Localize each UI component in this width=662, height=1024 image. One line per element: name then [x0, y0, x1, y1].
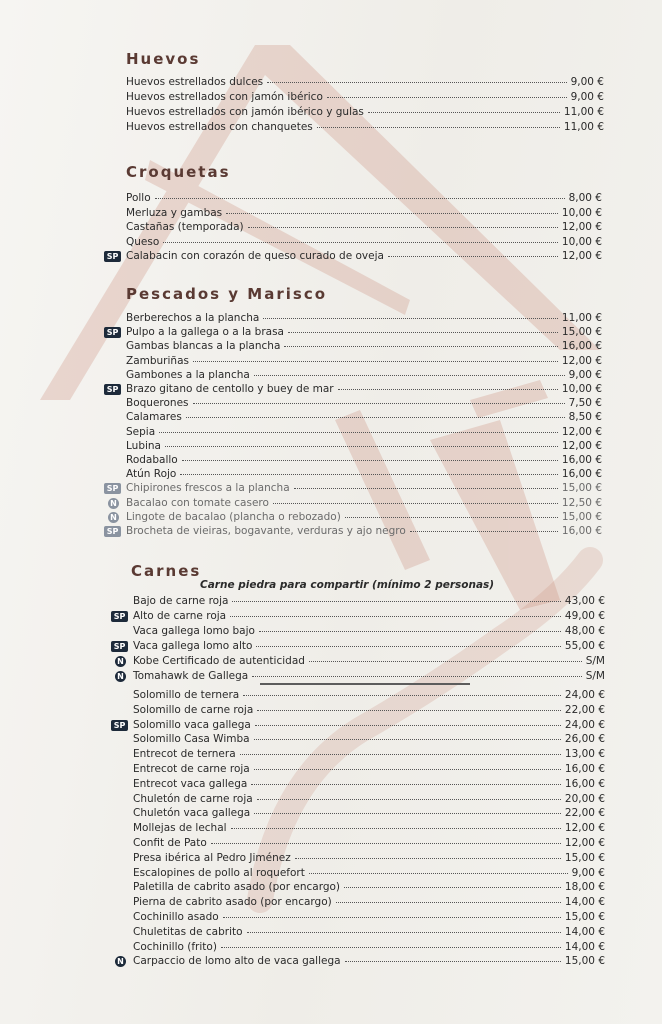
dot-leader [257, 709, 561, 711]
menu-item-name: Solomillo vaca gallega [133, 719, 251, 731]
menu-item-name: Entrecot de ternera [133, 748, 236, 760]
menu-item-price: 15,00 € [561, 482, 602, 494]
menu-item-name: Huevos estrellados con jamón ibérico [126, 91, 323, 103]
menu-item-price: 15,00 € [564, 911, 605, 923]
menu-item-price: 26,00 € [564, 733, 605, 745]
section-title-pescados: Pescados y Marisco [126, 285, 328, 303]
dot-leader [248, 226, 558, 228]
menu-item-name: Alto de carne roja [133, 610, 227, 622]
menu-item-price: 12,00 € [561, 440, 602, 452]
menu-item-name: Solomillo de carne roja [133, 704, 254, 716]
dot-leader [284, 345, 558, 347]
menu-item [126, 340, 602, 352]
menu-item-price: 16,00 € [564, 778, 605, 790]
sp-badge: SP [111, 611, 128, 622]
menu-item-price: 15,00 € [561, 511, 602, 523]
dot-leader [251, 783, 561, 785]
menu-item [133, 610, 605, 622]
menu-item [126, 221, 602, 233]
carnes-note: Carne piedra para compartir (mínimo 2 personas) [200, 579, 495, 591]
dot-leader [338, 388, 558, 390]
dot-leader [294, 487, 558, 489]
menu-item-name: Lubina [126, 440, 161, 452]
menu-item-price: 14,00 € [564, 941, 605, 953]
menu-item [126, 468, 602, 480]
menu-item [133, 655, 605, 667]
menu-item-price: 22,00 € [564, 704, 605, 716]
menu-item-name: Carpaccio de lomo alto de vaca gallega [133, 955, 341, 967]
menu-item [133, 911, 605, 923]
menu-item-name: Zamburiñas [126, 355, 189, 367]
menu-item-price: 8,50 € [568, 411, 602, 423]
menu-item-price: 10,00 € [561, 207, 602, 219]
menu-item-name: Calamares [126, 411, 182, 423]
menu-item-name: Mollejas de lechal [133, 822, 227, 834]
n-badge-icon: N [115, 656, 126, 667]
menu-item-price: 16,00 € [561, 525, 602, 537]
menu-item-price: 16,00 € [561, 468, 602, 480]
menu-item-name: Pierna de cabrito asado (por encargo) [133, 896, 332, 908]
dot-leader [155, 197, 565, 199]
menu-item-price: 9,00 € [568, 369, 602, 381]
menu-item-name: Brazo gitano de centollo y buey de mar [126, 383, 334, 395]
menu-item-price: 43,00 € [564, 595, 605, 607]
dot-leader [254, 738, 561, 740]
menu-item [133, 595, 605, 607]
menu-item-name: Calabacin con corazón de queso curado de oveja [126, 250, 384, 262]
menu-item [126, 192, 602, 204]
dot-leader [165, 445, 558, 447]
menu-item-price: 11,00 € [561, 312, 602, 324]
dot-leader [254, 768, 561, 770]
dot-leader [255, 724, 561, 726]
menu-item [126, 411, 602, 423]
menu-item-name: Merluza y gambas [126, 207, 223, 219]
dot-leader [344, 886, 561, 888]
dot-leader [243, 694, 561, 696]
dot-leader [223, 916, 561, 918]
menu-item-name: Bacalao con tomate casero [126, 497, 269, 509]
dot-leader [231, 827, 561, 829]
menu-item-price: 16,00 € [561, 454, 602, 466]
dot-leader [211, 842, 561, 844]
dot-leader [309, 660, 582, 662]
menu-item-name: Brocheta de vieiras, bogavante, verduras y ajo negro [126, 525, 406, 537]
menu-item [126, 121, 604, 133]
menu-item-name: Chuletón de carne roja [133, 793, 253, 805]
dot-leader [259, 630, 561, 632]
menu-item [126, 76, 604, 88]
menu-item-name: Rodaballo [126, 454, 178, 466]
dot-leader [368, 111, 560, 113]
menu-item-name: Sepia [126, 426, 156, 438]
menu-item-name: Cochinillo (frito) [133, 941, 217, 953]
menu-item-name: Presa ibérica al Pedro Jiménez [133, 852, 291, 864]
menu-item-name: Kobe Certificado de autenticidad [133, 655, 305, 667]
dot-leader [327, 96, 567, 98]
menu-item-name: Bajo de carne roja [133, 595, 229, 607]
menu-item [133, 822, 605, 834]
sp-badge: SP [104, 483, 121, 494]
menu-item-name: Paletilla de cabrito asado (por encargo) [133, 881, 341, 893]
menu-item-price: 12,00 € [561, 355, 602, 367]
menu-item [126, 106, 604, 118]
menu-item-name: Entrecot vaca gallega [133, 778, 248, 790]
menu-item-price: 11,00 € [563, 106, 604, 118]
menu-item-price: 20,00 € [564, 793, 605, 805]
menu-item-name: Boquerones [126, 397, 189, 409]
menu-item-price: 7,50 € [568, 397, 602, 409]
menu-item-name: Solomillo de ternera [133, 689, 240, 701]
sp-badge: SP [111, 641, 128, 652]
dot-leader [388, 255, 558, 257]
dot-leader [309, 872, 568, 874]
menu-item-price: S/M [585, 655, 605, 667]
dot-leader [226, 212, 558, 214]
menu-item [126, 383, 602, 395]
menu-item [133, 689, 605, 701]
menu-item [133, 640, 605, 652]
menu-item [126, 454, 602, 466]
menu-item-name: Solomillo Casa Wimba [133, 733, 250, 745]
menu-item-name: Pulpo a la gallega o a la brasa [126, 326, 284, 338]
sp-badge: SP [104, 384, 121, 395]
menu-item-price: 9,00 € [570, 76, 604, 88]
menu-item [126, 511, 602, 523]
menu-item-name: Gambas blancas a la plancha [126, 340, 281, 352]
menu-item [126, 426, 602, 438]
menu-item [133, 625, 605, 637]
dot-leader [273, 502, 558, 504]
menu-item-price: 48,00 € [564, 625, 605, 637]
menu-item [126, 207, 602, 219]
menu-item [126, 326, 602, 338]
menu-item-price: 15,00 € [564, 852, 605, 864]
menu-item [126, 397, 602, 409]
menu-item-price: 55,00 € [564, 640, 605, 652]
menu-item-price: 9,00 € [571, 867, 605, 879]
sp-badge: SP [104, 526, 121, 537]
menu-item-name: Chuletitas de cabrito [133, 926, 243, 938]
dot-leader [295, 857, 561, 859]
dot-leader [336, 901, 561, 903]
menu-item-name: Pollo [126, 192, 151, 204]
divider [260, 683, 470, 685]
menu-item-price: 11,00 € [563, 121, 604, 133]
dot-leader [256, 645, 561, 647]
dot-leader [193, 402, 565, 404]
menu-item [133, 704, 605, 716]
dot-leader [159, 431, 558, 433]
menu-item-name: Vaca gallega lomo bajo [133, 625, 255, 637]
menu-item [133, 926, 605, 938]
menu-item-price: 24,00 € [564, 719, 605, 731]
sp-badge: SP [111, 720, 128, 731]
menu-item-price: 8,00 € [568, 192, 602, 204]
dot-leader [230, 615, 561, 617]
menu-item-price: 18,00 € [564, 881, 605, 893]
n-badge-icon: N [115, 671, 126, 682]
menu-item [133, 763, 605, 775]
menu-item-name: Escalopines de pollo al roquefort [133, 867, 305, 879]
menu-item-price: 15,00 € [561, 326, 602, 338]
menu-item-price: 12,00 € [561, 250, 602, 262]
menu-item-price: 12,00 € [564, 837, 605, 849]
menu-item-price: 12,50 € [561, 497, 602, 509]
dot-leader [345, 960, 561, 962]
menu-item-price: 10,00 € [561, 236, 602, 248]
menu-item-name: Chipirones frescos a la plancha [126, 482, 290, 494]
dot-leader [317, 126, 560, 128]
menu-item-name: Confit de Pato [133, 837, 207, 849]
dot-leader [232, 600, 560, 602]
dot-leader [345, 516, 558, 518]
section-title-huevos: Huevos [126, 50, 201, 68]
menu-item-price: 49,00 € [564, 610, 605, 622]
menu-item-price: 24,00 € [564, 689, 605, 701]
dot-leader [263, 317, 558, 319]
menu-item-price: 13,00 € [564, 748, 605, 760]
menu-item-price: S/M [585, 670, 605, 682]
menu-item-price: 14,00 € [564, 896, 605, 908]
n-badge-icon: N [108, 498, 119, 509]
menu-item [126, 312, 602, 324]
dot-leader [163, 241, 558, 243]
menu-item-name: Entrecot de carne roja [133, 763, 250, 775]
dot-leader [410, 530, 558, 532]
menu-item-price: 16,00 € [564, 763, 605, 775]
dot-leader [257, 798, 561, 800]
menu-item [133, 837, 605, 849]
menu-item [133, 778, 605, 790]
menu-item-name: Atún Rojo [126, 468, 177, 480]
menu-item [133, 807, 605, 819]
menu-item [126, 440, 602, 452]
menu-item-price: 12,00 € [564, 822, 605, 834]
dot-leader [186, 416, 565, 418]
section-title-carnes: Carnes [131, 562, 202, 580]
sp-badge: SP [104, 251, 121, 262]
menu-item [133, 896, 605, 908]
menu-item-price: 12,00 € [561, 221, 602, 233]
dot-leader [182, 459, 558, 461]
dot-leader [254, 812, 561, 814]
menu-item-name: Cochinillo asado [133, 911, 219, 923]
menu-item [133, 867, 605, 879]
menu-item [126, 236, 602, 248]
menu-item-price: 16,00 € [561, 340, 602, 352]
menu-item [126, 482, 602, 494]
dot-leader [288, 331, 558, 333]
menu-item-price: 10,00 € [561, 383, 602, 395]
menu-item [126, 355, 602, 367]
menu-item-name: Chuletón vaca gallega [133, 807, 251, 819]
n-badge-icon: N [115, 956, 126, 967]
menu-item [133, 941, 605, 953]
menu-item [126, 525, 602, 537]
sp-badge: SP [104, 327, 121, 338]
menu-item [126, 369, 602, 381]
menu-item [133, 719, 605, 731]
menu-item [133, 793, 605, 805]
dot-leader [221, 946, 561, 948]
n-badge-icon: N [108, 512, 119, 523]
menu-item [133, 670, 605, 682]
menu-item [126, 91, 604, 103]
menu-item-name: Berberechos a la plancha [126, 312, 260, 324]
menu-item-price: 9,00 € [570, 91, 604, 103]
menu-item-price: 12,00 € [561, 426, 602, 438]
section-title-croquetas: Croquetas [126, 163, 231, 181]
menu-item [133, 955, 605, 967]
menu-item-name: Huevos estrellados dulces [126, 76, 264, 88]
dot-leader [193, 360, 558, 362]
menu-item-name: Tomahawk de Gallega [133, 670, 249, 682]
menu-item-name: Huevos estrellados con chanquetes [126, 121, 313, 133]
dot-leader [267, 81, 566, 83]
menu-item-name: Queso [126, 236, 160, 248]
menu-item [133, 733, 605, 745]
menu-item-price: 15,00 € [564, 955, 605, 967]
menu-item [126, 250, 602, 262]
dot-leader [254, 374, 565, 376]
menu-item-name: Gambones a la plancha [126, 369, 250, 381]
menu-item-price: 22,00 € [564, 807, 605, 819]
menu-item [133, 748, 605, 760]
menu-item-name: Castañas (temporada) [126, 221, 244, 233]
menu-item [133, 852, 605, 864]
dot-leader [180, 473, 558, 475]
dot-leader [247, 931, 561, 933]
dot-leader [252, 675, 581, 677]
menu-item-name: Vaca gallega lomo alto [133, 640, 253, 652]
menu-item-name: Huevos estrellados con jamón ibérico y gulas [126, 106, 364, 118]
dot-leader [240, 753, 561, 755]
menu-item [126, 497, 602, 509]
menu-item [133, 881, 605, 893]
menu-item-name: Lingote de bacalao (plancha o rebozado) [126, 511, 341, 523]
menu-item-price: 14,00 € [564, 926, 605, 938]
